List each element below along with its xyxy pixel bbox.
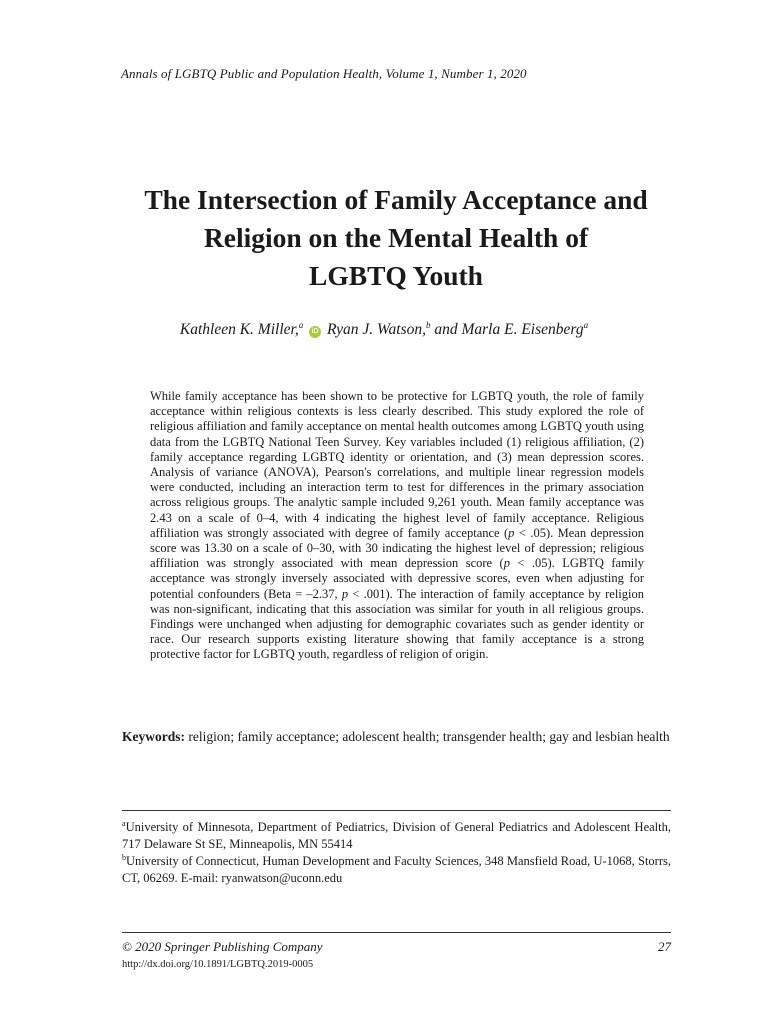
author-1-affil-mark: a [298, 320, 304, 330]
author-2-name: Ryan J. Watson, [326, 321, 426, 339]
affiliation-a-text: University of Minnesota, Department of Pediatrics, Division of General Pediatrics and Adolescent Health, 717 Delaware St SE, Minneapolis, MN 55414 [122, 820, 671, 852]
footer-divider [122, 932, 671, 933]
abstract [150, 389, 644, 663]
abstract-text-3: < .05). LGBTQ family acceptance was strongly inversely associated with depressive scores, even when adjusting for potential confounders (Beta = –2.37, [150, 556, 644, 601]
affiliation-a [122, 815, 671, 853]
copyright-notice: © 2020 Springer Publishing Company [122, 939, 323, 954]
abstract-p-symbol-3: p [341, 586, 349, 601]
author-2-affil-mark: b [425, 320, 431, 330]
abstract-text-4: < .001). The interaction of family acceptance by religion was non-significant, indicating that this association was similar for youth in all religious groups. Findings were unchanged when adjusting for demographic covariates such as gender identity or race. Our research supports existing literature showing that family acceptance is a strong protective factor for LGBTQ youth, regardless of religion of origin. [150, 586, 644, 662]
affiliation-b-text: University of Connecticut, Human Development and Faculty Sciences, 348 Mansfield Road, U-1068, Storrs, CT, 06269. E-mail: ryanwatson@uconn.edu [122, 854, 671, 886]
author-3-affil-mark: a [583, 320, 589, 330]
title-line-1: The Intersection of Family Acceptance and [144, 184, 648, 215]
title-line-2: Religion on the Mental Health of [203, 222, 589, 253]
author-1-name: Kathleen K. Miller, [179, 321, 299, 339]
footnote-divider [122, 810, 671, 811]
abstract-p-symbol-1: p [508, 525, 515, 540]
affiliation-a-mark: a [122, 819, 126, 828]
keywords [122, 728, 671, 746]
abstract-text-1: While family acceptance has been shown to be protective for LGBTQ youth, the role of family acceptance within religious contexts is less clearly described. This study explored the role of religious affiliation and family acceptance on mental health outcomes among LGBTQ youth using data from the LGBTQ National Teen Survey. Key variables included (1) religious affiliation, (2) family acceptance regarding LGBTQ identity or orientation, and (3) mean depression scores. Analysis of variance (ANOVA), Pearson's correlations, and multiple linear regression models were conducted, including an interaction term to test for differences in the primary association across religious groups. The analytic sample included 9,261 youth. Mean family acceptance was 2.43 on a scale of 0–4, with 4 indicating the highest level of family acceptance. Religious affiliation was strongly associated with degree of family acceptance ( [150, 389, 644, 540]
article-title [90, 181, 702, 295]
page-number: 27 [658, 939, 671, 954]
author-list [0, 320, 768, 339]
abstract-text-2: < .05). Mean depression score was 13.30 on a scale of 0–30, with 30 indicating the highest level of depression; religious affiliation was strongly associated with mean depression score ( [150, 525, 644, 571]
keywords-text: religion; family acceptance; adolescent health; transgender health; gay and lesbian health [185, 729, 670, 744]
affiliation-b [122, 849, 671, 887]
affiliation-b-mark: b [122, 853, 126, 862]
running-head: Annals of LGBTQ Public and Population Health, Volume 1, Number 1, 2020 [121, 66, 527, 81]
orcid-icon[interactable]: iD [309, 326, 321, 338]
keywords-label: Keywords: [122, 729, 185, 744]
abstract-p-symbol-2: p [503, 556, 510, 571]
author-3-name: and Marla E. Eisenberg [434, 321, 584, 339]
title-line-3: LGBTQ Youth [309, 260, 483, 291]
doi-link[interactable]: http://dx.doi.org/10.1891/LGBTQ.2019-0005 [122, 959, 314, 970]
